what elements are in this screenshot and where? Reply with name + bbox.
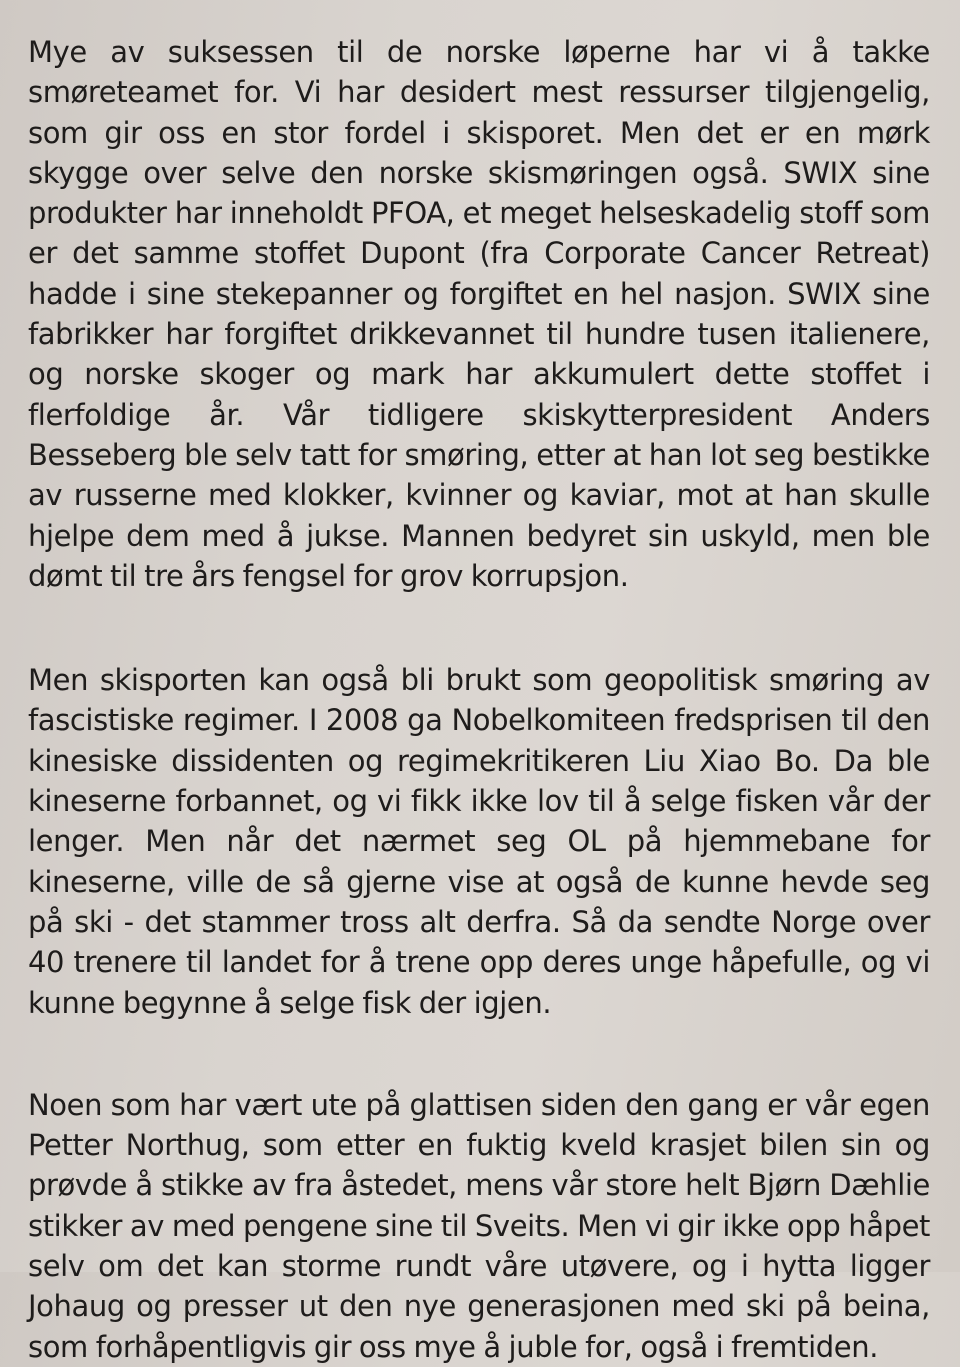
paragraph-geopolitics: Men skisporten kan også bli brukt som geopolitisk smøring av fascistiske regimer. I 2008 ga Nobelkomiteen fredsprisen til den kinesiske dissidenten og regimekritikeren Liu Xiao Bo. Da ble kineserne forbannet, og vi fikk ikke lov til å selge fisken vår der lenger. Men når det nærmet seg OL på hjemmebane for kineserne, ville de så gjerne vise at også de kunne hevde seg på ski - det stammer tross alt derfra. Så da sendte Norge over 40 trenere til landet for å trene opp deres unge håpefulle, og vi kunne begynne å selge fisk der igjen. bbox=[28, 663, 930, 1020]
paragraph-ski-wax: Mye av suksessen til de norske løperne har vi å takke smøreteamet for. Vi har desidert mest ressurser tilgjengelig, som gir oss en stor fordel i skisporet. Men det er en mørk skygge over selve den norske skismøringen også. SWIX sine produkter har inneholdt PFOA, et meget helseskadelig stoff som er det samme stoffet Dupont (fra Corporate Cancer Retreat) hadde i sine stekepanner og forgiftet en hel nasjon. SWIX sine fabrikker har forgiftet drikkevannet til hundre tusen italienere, og norske skoger og mark har akkumulert dette stoffet i flerfoldige år. Vår tidligere skiskytterpresident Anders Besseberg ble selv tatt for smøring, etter at han lot seg bestikke av russerne med klokker, kvinner og kaviar, mot at han skulle hjelpe dem med å jukse. Mannen bedyret sin uskyld, men ble dømt til tre års fengsel for grov korrupsjon. bbox=[28, 35, 930, 593]
paragraph-athletes: Noen som har vært ute på glattisen siden den gang er vår egen Petter Northug, som etter en fuktig kveld krasjet bilen sin og prøvde å stikke av fra åstedet, mens vår store helt Bjørn Dæhlie stikker av med pengene sine til Sveits. Men vi gir ikke opp håpet selv om det kan storme rundt våre utøvere, og i hytta ligger Johaug og presser ut den nye generasjonen med ski på beina, som forhåpentligvis gir oss mye å juble for, også i fremtiden. bbox=[28, 1087, 930, 1364]
